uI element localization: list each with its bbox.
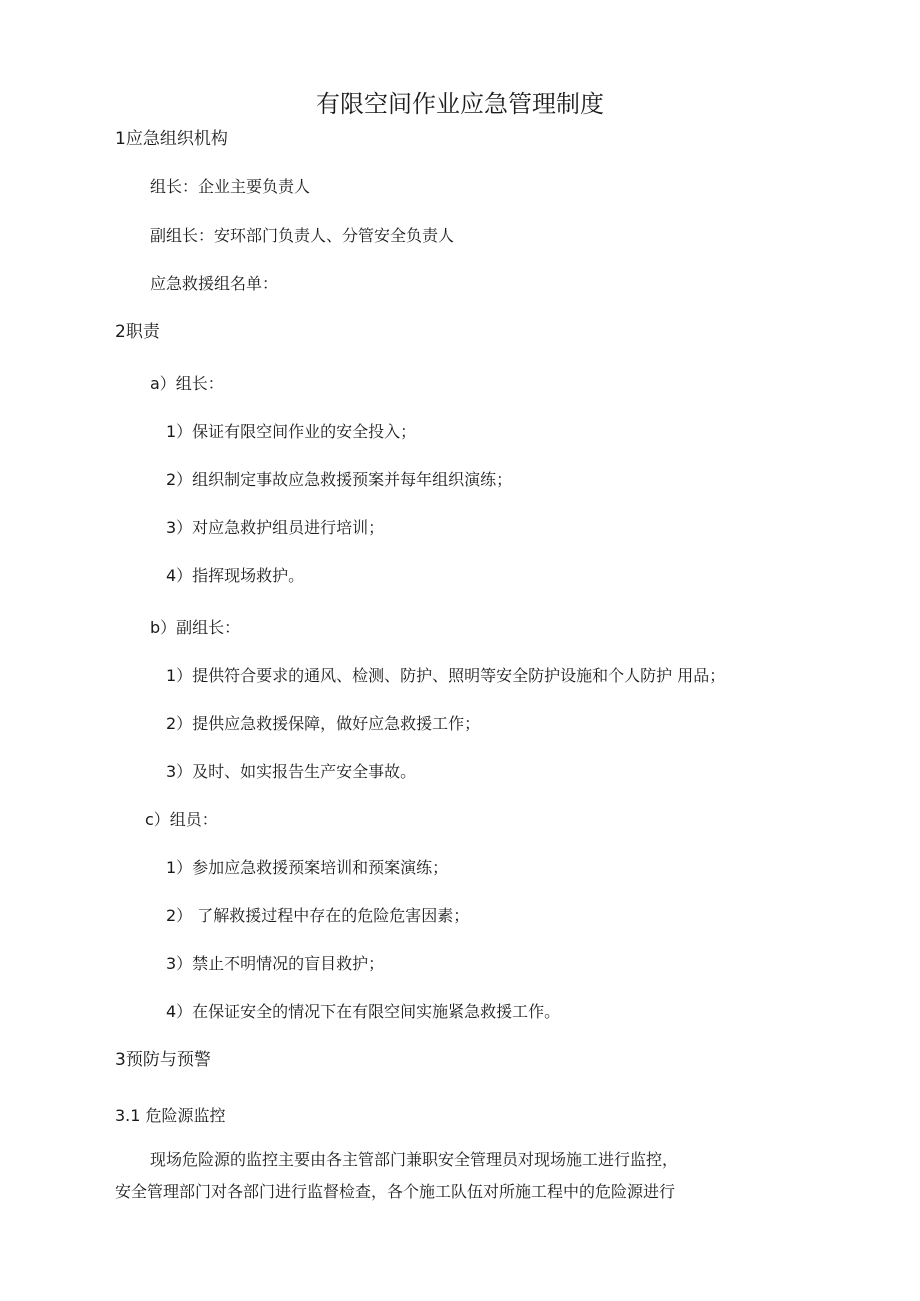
duty-c-item: 2） 了解救援过程中存在的危险危害因素； [166, 906, 470, 925]
duty-a-label: a）组长： [150, 374, 224, 393]
section-1-heading: 1应急组织机构 [115, 129, 228, 149]
leader-line: 组长：企业主要负责人 [150, 177, 311, 196]
duty-c-item: 1）参加应急救援预案培训和预案演练； [166, 858, 449, 877]
duty-b-item: 1）提供符合要求的通风、检测、防护、照明等安全防护设施和个人防护 用品； [166, 666, 726, 685]
duty-a-item: 2）组织制定事故应急救援预案并每年组织演练； [166, 470, 513, 489]
duty-b-label: b）副组长： [150, 618, 241, 637]
section-3-1-heading: 3.1 危险源监控 [115, 1106, 226, 1125]
duty-a-item: 4）指挥现场救护。 [166, 566, 305, 585]
rescue-list-line: 应急救援组名单： [150, 274, 279, 293]
section-2-heading: 2职责 [115, 322, 160, 342]
duty-b-item: 3）及时、如实报告生产安全事故。 [166, 762, 417, 781]
deputy-leader-line: 副组长：安环部门负责人、分管安全负责人 [150, 226, 455, 245]
paragraph-line: 现场危险源的监控主要由各主管部门兼职安全管理员对现场施工进行监控， [150, 1150, 679, 1169]
duty-a-item: 1）保证有限空间作业的安全投入； [166, 422, 417, 441]
duty-c-item: 4）在保证安全的情况下在有限空间实施紧急救援工作。 [166, 1002, 561, 1021]
paragraph-line: 安全管理部门对各部门进行监督检查，各个施工队伍对所施工程中的危险源进行 [115, 1182, 676, 1201]
duty-b-item: 2）提供应急救援保障，做好应急救援工作； [166, 714, 481, 733]
duty-c-item: 3）禁止不明情况的盲目救护； [166, 954, 385, 973]
section-3-heading: 3预防与预警 [115, 1050, 211, 1070]
document-title: 有限空间作业应急管理制度 [316, 90, 604, 118]
duty-c-label: c）组员： [145, 810, 218, 829]
duty-a-item: 3）对应急救护组员进行培训； [166, 518, 385, 537]
